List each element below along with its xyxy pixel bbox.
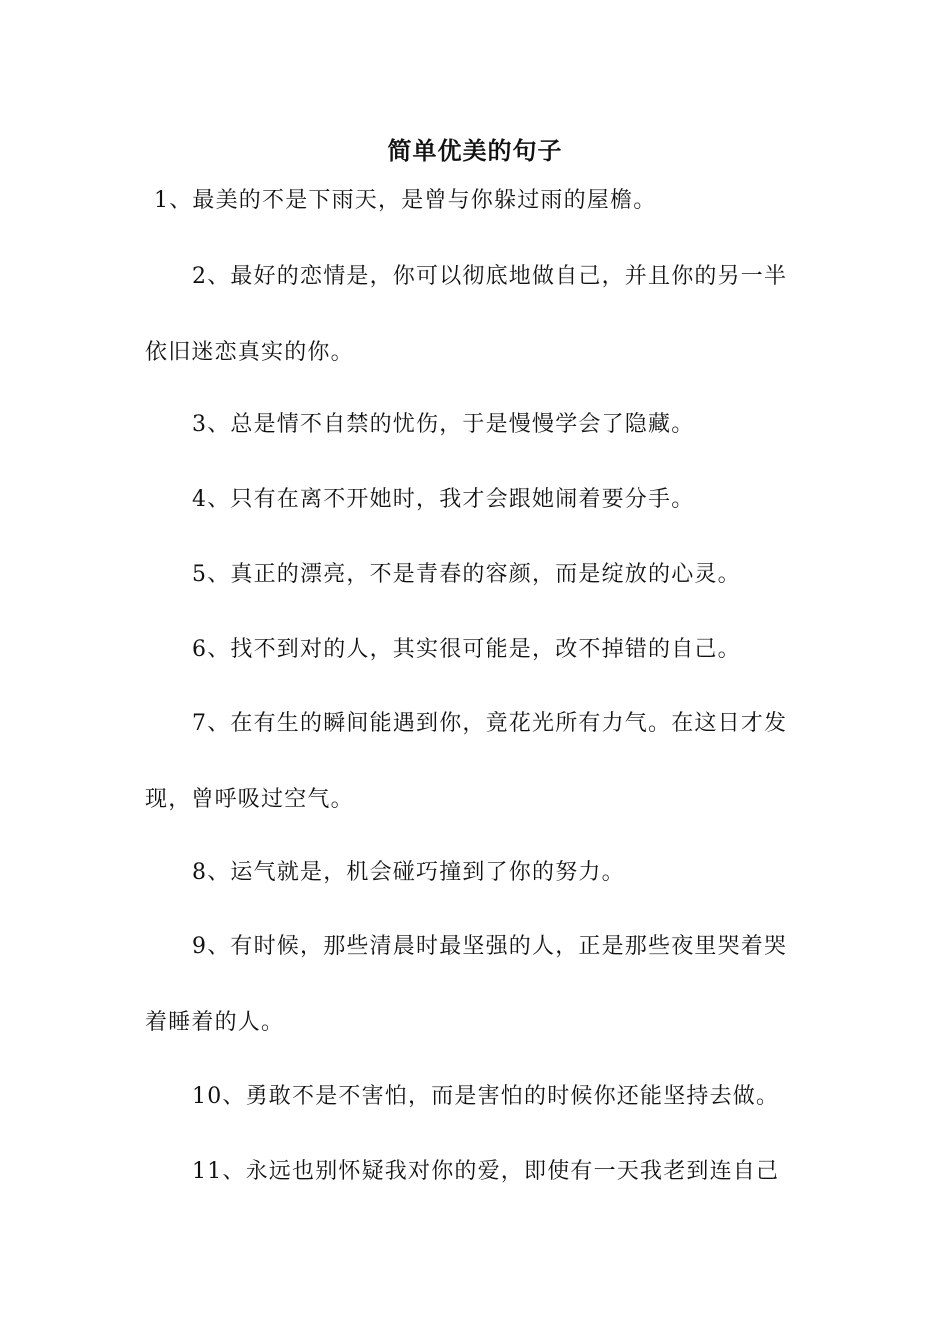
- sentence-4: 4、只有在离不开她时，我才会跟她闹着要分手。: [192, 487, 695, 512]
- sentence-7: 7、在有生的瞬间能遇到你，竟花光所有力气。在这日才发: [192, 711, 788, 736]
- sentence-6: 6、找不到对的人，其实很可能是，改不掉错的自己。: [192, 637, 741, 662]
- sentence-3: 3、总是情不自禁的忧伤，于是慢慢学会了隐藏。: [192, 412, 695, 437]
- sentence-10: 10、勇敢不是不害怕，而是害怕的时候你还能坚持去做。: [192, 1084, 780, 1109]
- sentence-5: 5、真正的漂亮，不是青春的容颜，而是绽放的心灵。: [192, 562, 741, 587]
- sentence-9-continued: 着睡着的人。: [145, 1010, 285, 1035]
- sentence-11: 11、永远也别怀疑我对你的爱，即使有一天我老到连自己: [192, 1159, 780, 1184]
- sentence-2: 2、最好的恋情是，你可以彻底地做自己，并且你的另一半: [192, 264, 788, 289]
- sentence-7-continued: 现，曾呼吸过空气。: [145, 787, 354, 812]
- sentence-2-continued: 依旧迷恋真实的你。: [145, 340, 354, 365]
- document-title: 简单优美的句子: [387, 136, 563, 165]
- sentence-8: 8、运气就是，机会碰巧撞到了你的努力。: [192, 860, 625, 885]
- sentence-1: 1、最美的不是下雨天，是曾与你躲过雨的屋檐。: [154, 188, 657, 213]
- sentence-9: 9、有时候，那些清晨时最坚强的人，正是那些夜里哭着哭: [192, 934, 788, 959]
